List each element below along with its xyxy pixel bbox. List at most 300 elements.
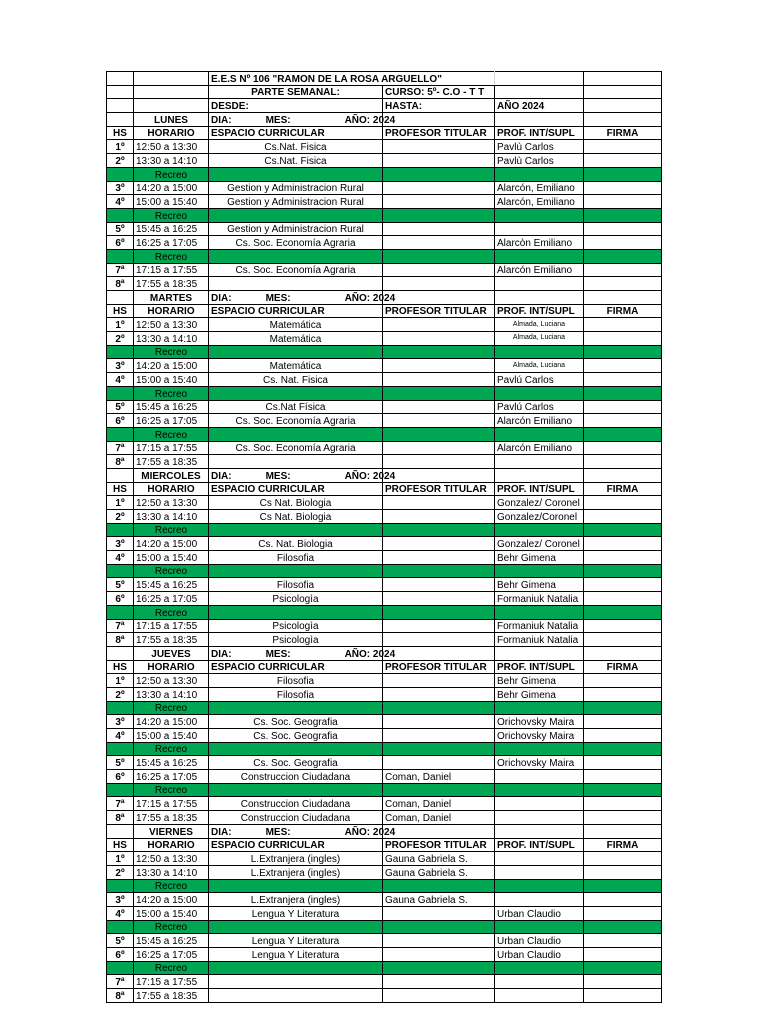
schedule-row bbox=[107, 359, 662, 373]
day-blank bbox=[495, 291, 584, 305]
titular-teacher bbox=[383, 756, 495, 770]
signature-cell bbox=[584, 934, 662, 948]
titular-teacher bbox=[383, 934, 495, 948]
time-range: 14:20 a 15:00 bbox=[134, 181, 209, 195]
signature-cell bbox=[584, 592, 662, 606]
titular-teacher bbox=[383, 277, 495, 291]
subject bbox=[209, 975, 383, 989]
subject: Filosofia bbox=[209, 674, 383, 688]
recreo-blank bbox=[584, 345, 662, 359]
subject: Cs. Soc. Geografia bbox=[209, 756, 383, 770]
time-range: 15:45 a 16:25 bbox=[134, 578, 209, 592]
recreo-blank bbox=[584, 249, 662, 263]
substitute-teacher: Pavlù Carlos bbox=[495, 154, 584, 168]
schedule-row bbox=[107, 893, 662, 907]
col-horario: HORARIO bbox=[134, 660, 209, 674]
col-hs: HS bbox=[107, 482, 134, 496]
recreo-blank bbox=[383, 386, 495, 400]
time-range: 17:55 a 18:35 bbox=[134, 811, 209, 825]
substitute-teacher: Pavlú Carlos bbox=[495, 400, 584, 414]
signature-cell bbox=[584, 373, 662, 387]
substitute-teacher bbox=[495, 865, 584, 879]
titular-teacher: Gauna Gabriela S. bbox=[383, 865, 495, 879]
recreo-label: Recreo bbox=[134, 249, 209, 263]
substitute-teacher bbox=[495, 455, 584, 469]
recreo-blank bbox=[209, 783, 383, 797]
titular-teacher bbox=[383, 236, 495, 250]
recreo-blank bbox=[584, 920, 662, 934]
time-range: 13:30 a 14:10 bbox=[134, 332, 209, 346]
col-espacio: ESPACIO CURRICULAR bbox=[209, 304, 383, 318]
schedule-row bbox=[107, 140, 662, 154]
schedule-row bbox=[107, 496, 662, 510]
schedule-body bbox=[107, 72, 662, 1003]
day-blank bbox=[107, 291, 134, 305]
schedule-row bbox=[107, 510, 662, 524]
hour-number: 2º bbox=[107, 510, 134, 524]
anio-label: AÑO: 2024 bbox=[344, 470, 396, 482]
day-blank bbox=[495, 824, 584, 838]
titular-teacher bbox=[383, 948, 495, 962]
day-blank bbox=[584, 824, 662, 838]
subject: Psicologìa bbox=[209, 633, 383, 647]
signature-cell bbox=[584, 332, 662, 346]
signature-cell bbox=[584, 989, 662, 1003]
hour-number: 8ª bbox=[107, 811, 134, 825]
recreo-blank bbox=[209, 249, 383, 263]
hour-number: 3º bbox=[107, 181, 134, 195]
signature-cell bbox=[584, 510, 662, 524]
col-titular: PROFESOR TITULAR bbox=[383, 482, 495, 496]
signature-cell bbox=[584, 277, 662, 291]
substitute-teacher bbox=[495, 893, 584, 907]
signature-cell bbox=[584, 496, 662, 510]
col-horario: HORARIO bbox=[134, 126, 209, 140]
recreo-blank bbox=[584, 961, 662, 975]
time-range: 17:15 a 17:55 bbox=[134, 975, 209, 989]
recreo-blank bbox=[209, 208, 383, 222]
hour-number: 8ª bbox=[107, 633, 134, 647]
substitute-teacher: Orichovsky Maira bbox=[495, 715, 584, 729]
col-suplente: PROF. INT/SUPL bbox=[495, 482, 584, 496]
schedule-row bbox=[107, 277, 662, 291]
substitute-teacher: Behr Gimena bbox=[495, 578, 584, 592]
hour-number: 3º bbox=[107, 893, 134, 907]
titular-teacher bbox=[383, 715, 495, 729]
schedule-row bbox=[107, 263, 662, 277]
subject: Matemática bbox=[209, 332, 383, 346]
time-range: 15:45 a 16:25 bbox=[134, 400, 209, 414]
dia-label: DIA: bbox=[211, 114, 232, 126]
col-titular: PROFESOR TITULAR bbox=[383, 660, 495, 674]
substitute-teacher bbox=[495, 770, 584, 784]
hour-number: 6º bbox=[107, 948, 134, 962]
recreo-blank bbox=[107, 920, 134, 934]
day-blank bbox=[584, 113, 662, 127]
recreo-label: Recreo bbox=[134, 345, 209, 359]
subject: Cs. Soc. Economía Agraria bbox=[209, 414, 383, 428]
time-range: 17:15 a 17:55 bbox=[134, 797, 209, 811]
header-row-school bbox=[107, 72, 662, 86]
hour-number: 3º bbox=[107, 537, 134, 551]
recreo-blank bbox=[383, 920, 495, 934]
signature-cell bbox=[584, 263, 662, 277]
signature-cell bbox=[584, 865, 662, 879]
signature-cell bbox=[584, 975, 662, 989]
recreo-label: Recreo bbox=[134, 167, 209, 181]
signature-cell bbox=[584, 619, 662, 633]
titular-teacher bbox=[383, 496, 495, 510]
schedule-row bbox=[107, 797, 662, 811]
col-espacio: ESPACIO CURRICULAR bbox=[209, 126, 383, 140]
time-range: 15:00 a 15:40 bbox=[134, 551, 209, 565]
titular-teacher bbox=[383, 140, 495, 154]
col-hs: HS bbox=[107, 304, 134, 318]
col-espacio: ESPACIO CURRICULAR bbox=[209, 482, 383, 496]
subject: Cs. Nat. Fisica bbox=[209, 373, 383, 387]
time-range: 16:25 a 17:05 bbox=[134, 236, 209, 250]
to-label: HASTA: bbox=[383, 99, 495, 113]
col-horario: HORARIO bbox=[134, 482, 209, 496]
time-range: 17:55 a 18:35 bbox=[134, 455, 209, 469]
signature-cell bbox=[584, 811, 662, 825]
substitute-teacher: Gonzalez/Coronel bbox=[495, 510, 584, 524]
signature-cell bbox=[584, 578, 662, 592]
day-blank bbox=[495, 468, 584, 482]
hour-number: 2º bbox=[107, 154, 134, 168]
recreo-blank bbox=[495, 961, 584, 975]
recreo-blank bbox=[584, 427, 662, 441]
schedule-row bbox=[107, 770, 662, 784]
hour-number: 7ª bbox=[107, 619, 134, 633]
header-row-dates bbox=[107, 99, 662, 113]
day-title-row bbox=[107, 113, 662, 127]
hour-number: 1º bbox=[107, 852, 134, 866]
recreo-blank bbox=[495, 701, 584, 715]
recreo-blank bbox=[107, 427, 134, 441]
recreo-blank bbox=[383, 345, 495, 359]
schedule-row bbox=[107, 989, 662, 1003]
substitute-teacher: Formaniuk Natalia bbox=[495, 592, 584, 606]
schedule-row bbox=[107, 906, 662, 920]
subject: Cs. Soc. Economía Agraria bbox=[209, 236, 383, 250]
recreo-blank bbox=[107, 208, 134, 222]
signature-cell bbox=[584, 906, 662, 920]
hour-number: 4º bbox=[107, 729, 134, 743]
recreo-blank bbox=[107, 167, 134, 181]
substitute-teacher: Alarcón Emiliano bbox=[495, 414, 584, 428]
recreo-blank bbox=[495, 742, 584, 756]
subject: Lengua Y Literatura bbox=[209, 934, 383, 948]
signature-cell bbox=[584, 893, 662, 907]
day-blank bbox=[383, 646, 495, 660]
subject bbox=[209, 277, 383, 291]
recreo-blank bbox=[584, 605, 662, 619]
substitute-teacher: Orichovsky Maira bbox=[495, 729, 584, 743]
col-titular: PROFESOR TITULAR bbox=[383, 838, 495, 852]
substitute-teacher bbox=[495, 222, 584, 236]
col-hs: HS bbox=[107, 838, 134, 852]
time-range: 17:15 a 17:55 bbox=[134, 441, 209, 455]
day-blank bbox=[584, 291, 662, 305]
recreo-blank bbox=[209, 345, 383, 359]
recreo-blank bbox=[584, 208, 662, 222]
recreo-blank bbox=[383, 208, 495, 222]
col-titular: PROFESOR TITULAR bbox=[383, 126, 495, 140]
col-suplente: PROF. INT/SUPL bbox=[495, 126, 584, 140]
time-range: 12:50 a 13:30 bbox=[134, 140, 209, 154]
recreo-blank bbox=[495, 523, 584, 537]
recreo-row bbox=[107, 605, 662, 619]
schedule-row bbox=[107, 934, 662, 948]
recreo-blank bbox=[495, 920, 584, 934]
time-range: 12:50 a 13:30 bbox=[134, 852, 209, 866]
col-horario: HORARIO bbox=[134, 304, 209, 318]
col-espacio: ESPACIO CURRICULAR bbox=[209, 838, 383, 852]
recreo-row bbox=[107, 523, 662, 537]
col-hs: HS bbox=[107, 126, 134, 140]
col-firma: FIRMA bbox=[584, 126, 662, 140]
school-name: E.E.S Nº 106 "RAMON DE LA ROSA ARGUELLO" bbox=[209, 72, 495, 86]
col-horario: HORARIO bbox=[134, 838, 209, 852]
recreo-blank bbox=[584, 783, 662, 797]
titular-teacher bbox=[383, 592, 495, 606]
recreo-blank bbox=[209, 961, 383, 975]
titular-teacher bbox=[383, 318, 495, 332]
substitute-teacher: Urban Claudio bbox=[495, 934, 584, 948]
column-header-row bbox=[107, 304, 662, 318]
recreo-blank bbox=[107, 523, 134, 537]
subject: Cs. Soc. Geografia bbox=[209, 715, 383, 729]
signature-cell bbox=[584, 441, 662, 455]
anio-label: AÑO: 2024 bbox=[344, 114, 396, 126]
schedule-row bbox=[107, 551, 662, 565]
hour-number: 6º bbox=[107, 592, 134, 606]
titular-teacher bbox=[383, 332, 495, 346]
schedule-row bbox=[107, 154, 662, 168]
titular-teacher: Coman, Daniel bbox=[383, 797, 495, 811]
time-range: 15:45 a 16:25 bbox=[134, 756, 209, 770]
mes-label: MES: bbox=[265, 648, 291, 660]
day-title-row bbox=[107, 468, 662, 482]
titular-teacher bbox=[383, 578, 495, 592]
day-title-row bbox=[107, 824, 662, 838]
titular-teacher bbox=[383, 441, 495, 455]
titular-teacher bbox=[383, 510, 495, 524]
recreo-row bbox=[107, 701, 662, 715]
subject: Gestion y Administracion Rural bbox=[209, 195, 383, 209]
recreo-blank bbox=[584, 167, 662, 181]
time-range: 15:45 a 16:25 bbox=[134, 934, 209, 948]
hour-number: 5º bbox=[107, 400, 134, 414]
from-label: DESDE: bbox=[209, 99, 383, 113]
hour-number: 4º bbox=[107, 373, 134, 387]
subject bbox=[209, 455, 383, 469]
substitute-teacher: Urban Claudio bbox=[495, 906, 584, 920]
subject: Gestion y Administracion Rural bbox=[209, 181, 383, 195]
subject: Construccion Ciudadana bbox=[209, 770, 383, 784]
subject: L.Extranjera (ingles) bbox=[209, 852, 383, 866]
hour-number: 2º bbox=[107, 865, 134, 879]
subject: Matemática bbox=[209, 359, 383, 373]
recreo-label: Recreo bbox=[134, 879, 209, 893]
recreo-row bbox=[107, 427, 662, 441]
subject: L.Extranjera (ingles) bbox=[209, 865, 383, 879]
titular-teacher bbox=[383, 222, 495, 236]
recreo-blank bbox=[209, 920, 383, 934]
recreo-blank bbox=[107, 564, 134, 578]
recreo-row bbox=[107, 564, 662, 578]
day-title-row bbox=[107, 291, 662, 305]
recreo-row bbox=[107, 879, 662, 893]
report-label: PARTE SEMANAL: bbox=[209, 85, 383, 99]
signature-cell bbox=[584, 140, 662, 154]
subject: Cs Nat. Biologia bbox=[209, 496, 383, 510]
schedule-row bbox=[107, 578, 662, 592]
schedule-row bbox=[107, 537, 662, 551]
subject: Filosofia bbox=[209, 578, 383, 592]
recreo-blank bbox=[383, 961, 495, 975]
schedule-row bbox=[107, 687, 662, 701]
hour-number: 4º bbox=[107, 906, 134, 920]
schedule-row bbox=[107, 373, 662, 387]
course-label: CURSO: 5º- C.O - T T bbox=[383, 85, 495, 99]
schedule-row bbox=[107, 400, 662, 414]
recreo-blank bbox=[495, 879, 584, 893]
recreo-blank bbox=[107, 961, 134, 975]
recreo-blank bbox=[584, 523, 662, 537]
time-range: 16:25 a 17:05 bbox=[134, 414, 209, 428]
recreo-blank bbox=[495, 427, 584, 441]
subject: Construccion Ciudadana bbox=[209, 811, 383, 825]
schedule-row bbox=[107, 948, 662, 962]
col-titular: PROFESOR TITULAR bbox=[383, 304, 495, 318]
recreo-label: Recreo bbox=[134, 783, 209, 797]
day-date-fields bbox=[209, 646, 396, 660]
recreo-label: Recreo bbox=[134, 605, 209, 619]
dia-label: DIA: bbox=[211, 826, 232, 838]
time-range: 15:00 a 15:40 bbox=[134, 906, 209, 920]
signature-cell bbox=[584, 537, 662, 551]
mes-label: MES: bbox=[265, 114, 291, 126]
recreo-blank bbox=[209, 605, 383, 619]
substitute-teacher bbox=[495, 975, 584, 989]
time-range: 14:20 a 15:00 bbox=[134, 893, 209, 907]
recreo-row bbox=[107, 249, 662, 263]
titular-teacher bbox=[383, 414, 495, 428]
substitute-teacher: Alarcón, Emiliano bbox=[495, 195, 584, 209]
day-date-fields bbox=[209, 824, 396, 838]
substitute-teacher: Urban Claudio bbox=[495, 948, 584, 962]
time-range: 12:50 a 13:30 bbox=[134, 496, 209, 510]
schedule-row bbox=[107, 865, 662, 879]
recreo-label: Recreo bbox=[134, 208, 209, 222]
schedule-row bbox=[107, 318, 662, 332]
substitute-teacher bbox=[495, 277, 584, 291]
subject: Lengua Y Literatura bbox=[209, 948, 383, 962]
signature-cell bbox=[584, 318, 662, 332]
schedule-row bbox=[107, 852, 662, 866]
recreo-blank bbox=[107, 783, 134, 797]
substitute-teacher: Alarcòn Emiliano bbox=[495, 236, 584, 250]
hour-number: 8ª bbox=[107, 455, 134, 469]
titular-teacher bbox=[383, 975, 495, 989]
time-range: 17:15 a 17:55 bbox=[134, 263, 209, 277]
col-hs: HS bbox=[107, 660, 134, 674]
subject: Matemática bbox=[209, 318, 383, 332]
schedule-row bbox=[107, 729, 662, 743]
signature-cell bbox=[584, 715, 662, 729]
hour-number: 6º bbox=[107, 414, 134, 428]
hour-number: 1º bbox=[107, 140, 134, 154]
substitute-teacher bbox=[495, 989, 584, 1003]
substitute-teacher bbox=[495, 797, 584, 811]
recreo-blank bbox=[383, 742, 495, 756]
time-range: 15:00 a 15:40 bbox=[134, 373, 209, 387]
time-range: 15:00 a 15:40 bbox=[134, 729, 209, 743]
recreo-label: Recreo bbox=[134, 386, 209, 400]
day-blank bbox=[383, 824, 495, 838]
hour-number: 3º bbox=[107, 359, 134, 373]
recreo-row bbox=[107, 742, 662, 756]
substitute-teacher: Almada, Luciana bbox=[495, 318, 584, 332]
titular-teacher: Gauna Gabriela S. bbox=[383, 852, 495, 866]
schedule-row bbox=[107, 811, 662, 825]
subject: Cs. Soc. Economía Agraria bbox=[209, 441, 383, 455]
time-range: 15:45 a 16:25 bbox=[134, 222, 209, 236]
recreo-blank bbox=[584, 386, 662, 400]
subject: Construccion Ciudadana bbox=[209, 797, 383, 811]
recreo-label: Recreo bbox=[134, 742, 209, 756]
schedule-row bbox=[107, 414, 662, 428]
recreo-blank bbox=[209, 564, 383, 578]
recreo-blank bbox=[383, 701, 495, 715]
hour-number: 7ª bbox=[107, 975, 134, 989]
hour-number: 6º bbox=[107, 236, 134, 250]
day-name: MARTES bbox=[134, 291, 209, 305]
recreo-blank bbox=[584, 742, 662, 756]
recreo-label: Recreo bbox=[134, 961, 209, 975]
dia-label: DIA: bbox=[211, 648, 232, 660]
signature-cell bbox=[584, 236, 662, 250]
recreo-blank bbox=[209, 879, 383, 893]
schedule-row bbox=[107, 332, 662, 346]
mes-label: MES: bbox=[265, 826, 291, 838]
recreo-blank bbox=[383, 564, 495, 578]
header-row-report bbox=[107, 85, 662, 99]
mes-label: MES: bbox=[265, 470, 291, 482]
signature-cell bbox=[584, 222, 662, 236]
titular-teacher bbox=[383, 455, 495, 469]
anio-label: AÑO: 2024 bbox=[344, 292, 396, 304]
recreo-label: Recreo bbox=[134, 427, 209, 441]
recreo-blank bbox=[495, 783, 584, 797]
subject: Lengua Y Literatura bbox=[209, 906, 383, 920]
substitute-teacher: Almada, Luciana bbox=[495, 332, 584, 346]
schedule-row bbox=[107, 592, 662, 606]
titular-teacher bbox=[383, 687, 495, 701]
recreo-blank bbox=[584, 564, 662, 578]
day-blank bbox=[107, 646, 134, 660]
schedule-row bbox=[107, 756, 662, 770]
signature-cell bbox=[584, 633, 662, 647]
hour-number: 4º bbox=[107, 551, 134, 565]
subject: Cs.Nat Física bbox=[209, 400, 383, 414]
schedule-row bbox=[107, 715, 662, 729]
dia-label: DIA: bbox=[211, 470, 232, 482]
recreo-blank bbox=[383, 879, 495, 893]
schedule-row bbox=[107, 619, 662, 633]
